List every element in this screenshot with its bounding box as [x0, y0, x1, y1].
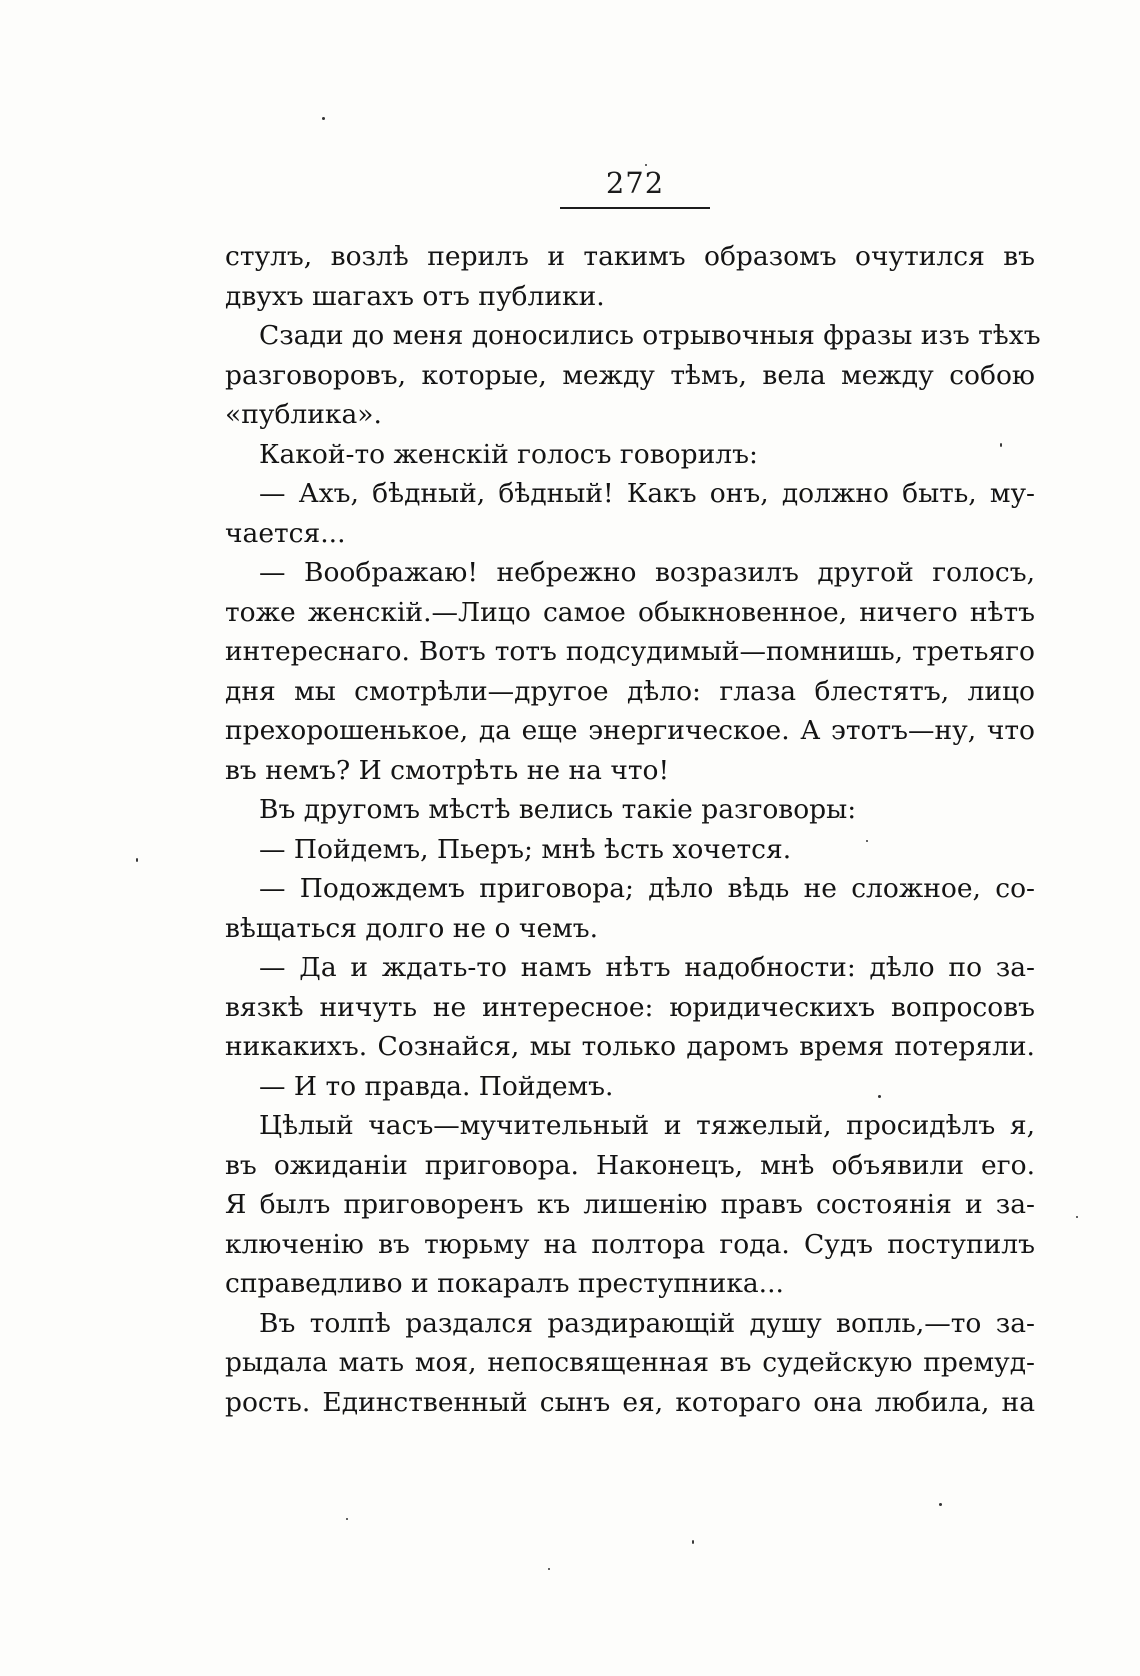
text-line: дня мы смотрѣли—другое дѣло: глаза блестятъ, лицо [225, 675, 1035, 707]
text-line: вѣщаться долго не о чемъ. [225, 912, 599, 944]
scan-speck [346, 1518, 348, 1520]
text-line: никакихъ. Сознайся, мы только даромъ время потеряли. [225, 1031, 1035, 1062]
text-line: — И то правда. Пойдемъ. [259, 1070, 614, 1102]
text-line: — Воображаю! небрежно возразилъ другой голосъ, [259, 557, 1035, 588]
scan-speck [645, 164, 647, 166]
text-line: — Ахъ, бѣдный, бѣдный! Какъ онъ, должно быть, му- [259, 478, 1035, 509]
text-line: рость. Единственный сынъ ея, котораго она любила, на [225, 1386, 1035, 1418]
scan-speck [878, 1095, 881, 1098]
scan-speck [136, 858, 138, 862]
page-number-rule [560, 207, 710, 209]
text-line: Сзади до меня доносились отрывочныя фразы изъ тѣхъ [259, 320, 1041, 351]
text-line: ключенію въ тюрьму на полтора года. Судъ поступилъ [225, 1228, 1035, 1260]
text-line: рыдала мать моя, непосвященная въ судейскую премуд- [225, 1347, 1035, 1378]
text-line: Въ толпѣ раздался раздирающій душу вопль,—то за- [259, 1307, 1035, 1339]
scan-speck [692, 1540, 694, 1544]
scan-speck [548, 1568, 550, 1570]
scan-speck [866, 840, 868, 842]
text-line: стулъ, возлѣ перилъ и такимъ образомъ очутился въ [225, 241, 1035, 272]
text-line: въ ожиданіи приговора. Наконецъ, мнѣ объявили его. [225, 1149, 1035, 1181]
text-line: Въ другомъ мѣстѣ велись такіе разговоры: [259, 794, 857, 825]
text-line: вязкѣ ничуть не интересное: юридическихъ вопросовъ [225, 991, 1035, 1023]
text-line: — Пойдемъ, Пьеръ; мнѣ ѣсть хочется. [259, 833, 792, 865]
text-line: прехорошенькое, да еще энергическое. А этотъ—ну, что [225, 715, 1035, 746]
text-line: разговоровъ, которые, между тѣмъ, вела между собою [225, 359, 1035, 391]
text-line: чается... [225, 517, 346, 549]
text-line: — Да и ждать-то намъ нѣтъ надобности: дѣло по за- [259, 952, 1035, 983]
scan-speck [939, 1503, 942, 1506]
body-text [225, 237, 1041, 1422]
text-line: въ немъ? И смотрѣть не на что! [225, 754, 670, 786]
text-line: «публика». [225, 399, 382, 430]
scan-speck [1076, 1216, 1078, 1218]
text-line: справедливо и покаралъ преступника... [225, 1268, 784, 1299]
scan-speck [1000, 443, 1002, 447]
text-line: тоже женскій.—Лицо самое обыкновенное, ничего нѣтъ [225, 596, 1035, 628]
text-line: двухъ шагахъ отъ публики. [225, 280, 605, 312]
text-line: Я былъ приговоренъ къ лишенію правъ состоянія и за- [225, 1189, 1035, 1220]
scan-speck [322, 117, 325, 120]
text-line: Какой-то женскій голосъ говорилъ: [259, 438, 758, 470]
text-line: Цѣлый часъ—мучительный и тяжелый, просидѣлъ я, [259, 1110, 1035, 1141]
page-number: 272 [605, 166, 665, 200]
text-line: интереснаго. Вотъ тотъ подсудимый—помнишь, третьяго [225, 636, 1035, 667]
text-line: — Подождемъ приговора; дѣло вѣдь не сложное, со- [259, 873, 1035, 904]
